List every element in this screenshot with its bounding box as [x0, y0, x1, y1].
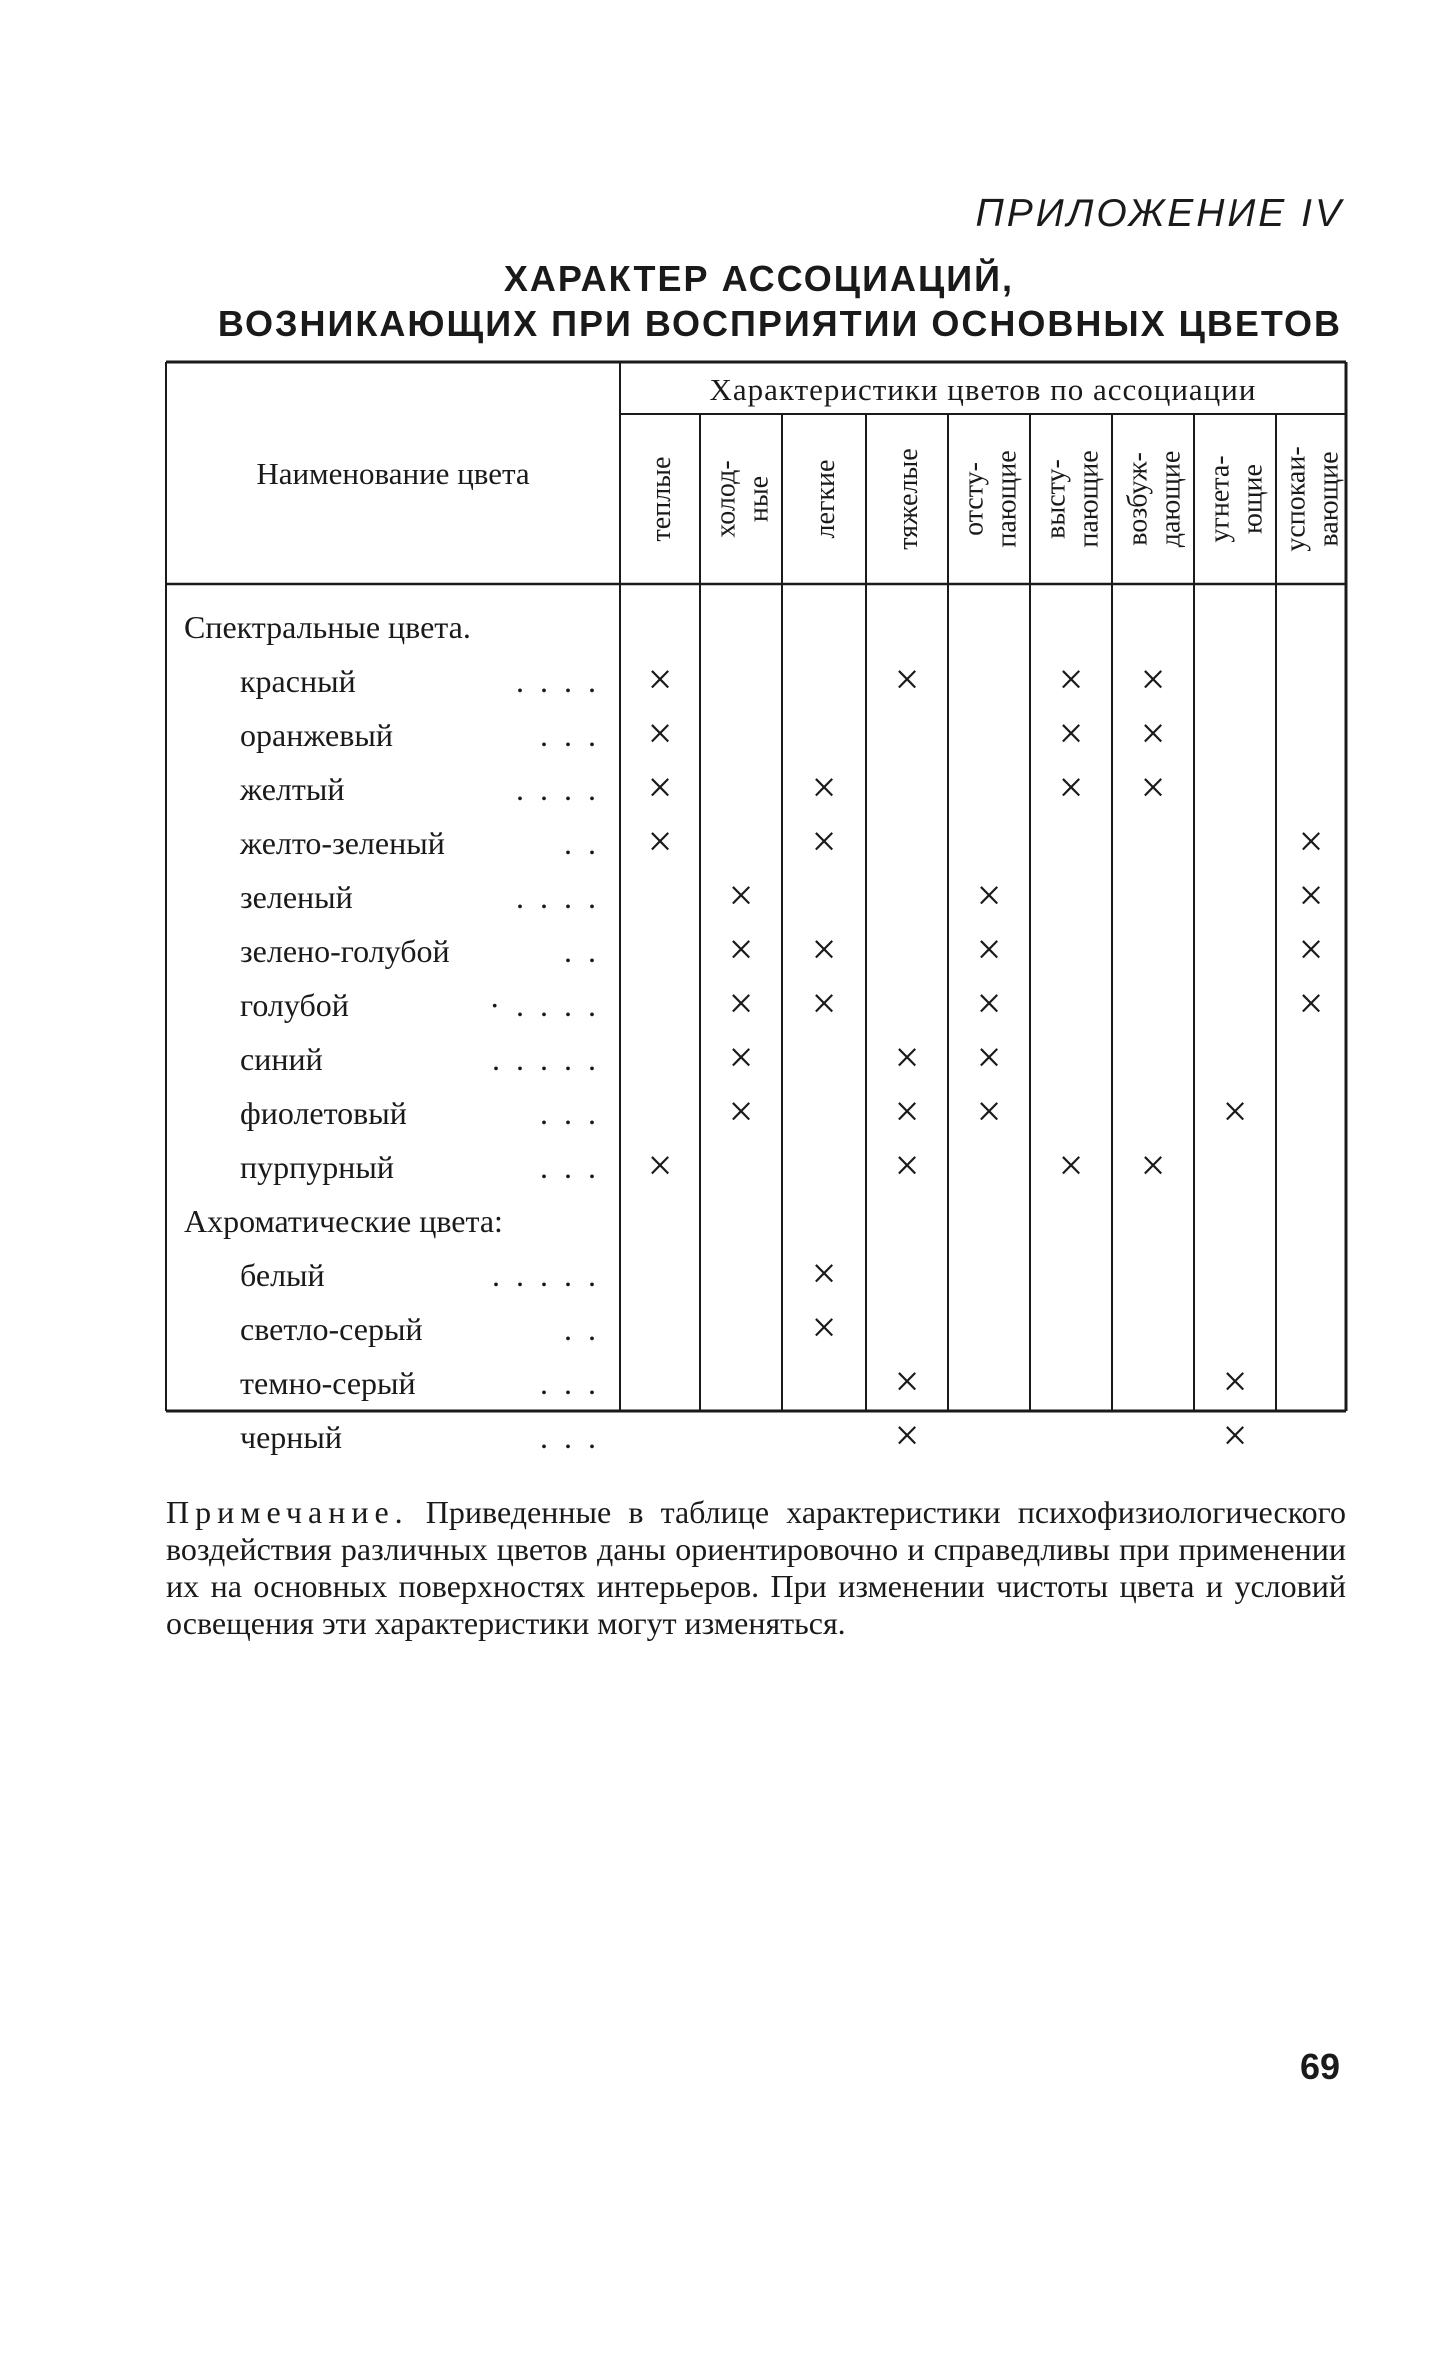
- column-header-line: возбуж-: [1122, 452, 1154, 546]
- association-mark: ×: [894, 1141, 920, 1190]
- association-mark: ×: [647, 817, 673, 866]
- association-mark: ×: [1058, 655, 1084, 704]
- association-mark: ×: [811, 979, 837, 1028]
- color-name: красный: [240, 663, 356, 699]
- association-mark: ×: [1298, 817, 1324, 866]
- leader-dots: . . .: [540, 1095, 600, 1131]
- color-name: желто-зеленый: [240, 825, 445, 861]
- color-name: пурпурный: [240, 1149, 394, 1185]
- leader-dots: . . . .: [516, 879, 600, 915]
- group-column-header: Характеристики цветов по ассоциации: [709, 372, 1257, 407]
- association-mark: ×: [1298, 979, 1324, 1028]
- characteristic-column-header: [1205, 455, 1269, 542]
- characteristic-column-header: [959, 450, 1023, 547]
- column-header-line: вающие: [1313, 451, 1345, 547]
- characteristic-column-header: [646, 457, 677, 542]
- leader-dots: . . . .: [516, 663, 600, 699]
- column-header-line: теплые: [646, 456, 677, 542]
- column-header-line: дающие: [1155, 450, 1187, 548]
- column-header-line: тяжелые: [893, 448, 924, 550]
- association-mark: ×: [647, 763, 673, 812]
- color-name: зеленый: [240, 879, 353, 915]
- leader-dots: · . . . .: [489, 987, 600, 1023]
- association-mark: ×: [647, 655, 673, 704]
- note-label: Примечание.: [166, 1494, 409, 1530]
- column-header-line: холод-: [710, 460, 742, 538]
- characteristic-column-header: [810, 460, 841, 539]
- color-name: голубой: [240, 987, 349, 1023]
- leader-dots: . .: [564, 933, 600, 969]
- association-mark: ×: [811, 817, 837, 866]
- note-text: Приведенные в таблице характеристики психофизиологического воздействия различных цветов даны ориентировочно и справедливы при применении их на основных поверхностях интерьеров. При изменении чистоты цвета и условий освещения эти характеристики могут изменяться.: [166, 1494, 1346, 1641]
- association-mark: ×: [647, 709, 673, 758]
- association-mark: ×: [1140, 655, 1166, 704]
- color-name: синий: [240, 1041, 323, 1077]
- name-column-header: Наименование цвета: [256, 456, 530, 491]
- association-mark: ×: [1058, 709, 1084, 758]
- association-mark: ×: [728, 871, 754, 920]
- column-header-line: угнета-: [1204, 455, 1236, 543]
- characteristic-column-header: [893, 448, 924, 549]
- leader-dots: . .: [564, 1311, 600, 1347]
- association-mark: ×: [894, 1033, 920, 1082]
- color-group-label: Спектральные цвета.: [184, 609, 471, 645]
- column-header-line: отсту-: [958, 462, 990, 536]
- color-group-label: Ахроматические цвета:: [184, 1203, 503, 1239]
- association-mark: ×: [976, 979, 1002, 1028]
- association-mark: ×: [976, 871, 1002, 920]
- association-mark: ×: [1298, 871, 1324, 920]
- table-title-line-2: ВОЗНИКАЮЩИХ ПРИ ВОСПРИЯТИИ ОСНОВНЫХ ЦВЕТОВ: [217, 303, 1342, 344]
- leader-dots: . . . . .: [492, 1257, 600, 1293]
- column-header-line: высту-: [1040, 459, 1072, 539]
- color-name: темно-серый: [240, 1365, 416, 1401]
- association-mark: ×: [1058, 763, 1084, 812]
- color-name: белый: [240, 1257, 325, 1293]
- color-name: светло-серый: [240, 1311, 423, 1347]
- leader-dots: . . .: [540, 717, 600, 753]
- association-mark: ×: [728, 1087, 754, 1136]
- association-mark: ×: [1058, 1141, 1084, 1190]
- association-mark: ×: [894, 1357, 920, 1406]
- association-mark: ×: [1222, 1411, 1248, 1460]
- association-mark: ×: [1140, 1141, 1166, 1190]
- association-mark: ×: [811, 1249, 837, 1298]
- column-header-line: легкие: [810, 459, 841, 539]
- association-mark: ×: [728, 925, 754, 974]
- color-name: зелено-голубой: [240, 933, 450, 969]
- column-header-line: успокаи-: [1280, 446, 1312, 552]
- association-mark: ×: [647, 1141, 673, 1190]
- association-mark: ×: [811, 763, 837, 812]
- page-number: 69: [1299, 2046, 1340, 2087]
- leader-dots: . . . . .: [492, 1041, 600, 1077]
- association-mark: ×: [894, 1411, 920, 1460]
- column-header-line: пающие: [991, 450, 1023, 548]
- color-name: оранжевый: [240, 717, 393, 753]
- association-mark: ×: [728, 1033, 754, 1082]
- leader-dots: . .: [564, 825, 600, 861]
- association-mark: ×: [811, 925, 837, 974]
- association-mark: ×: [1222, 1357, 1248, 1406]
- column-header-line: пающие: [1073, 450, 1105, 548]
- color-name: желтый: [240, 771, 345, 807]
- association-mark: ×: [976, 1087, 1002, 1136]
- association-mark: ×: [1298, 925, 1324, 974]
- characteristic-column-header: [1123, 451, 1187, 548]
- association-mark: ×: [976, 1033, 1002, 1082]
- association-mark: ×: [811, 1303, 837, 1352]
- note-paragraph: [166, 1494, 1346, 1642]
- characteristic-column-header: [711, 460, 775, 537]
- characteristic-column-header: [1281, 446, 1345, 551]
- characteristic-column-header: [1041, 450, 1105, 547]
- color-name: черный: [240, 1419, 343, 1455]
- leader-dots: . . . .: [516, 771, 600, 807]
- leader-dots: . . .: [540, 1149, 600, 1185]
- association-mark: ×: [1140, 763, 1166, 812]
- color-name: фиолетовый: [240, 1095, 407, 1131]
- association-mark: ×: [976, 925, 1002, 974]
- leader-dots: . . .: [540, 1365, 600, 1401]
- association-mark: ×: [1140, 709, 1166, 758]
- association-mark: ×: [1222, 1087, 1248, 1136]
- column-header-line: ющие: [1237, 464, 1269, 534]
- association-mark: ×: [894, 655, 920, 704]
- column-header-line: ные: [743, 475, 775, 523]
- association-mark: ×: [728, 979, 754, 1028]
- table-title-line-1: ХАРАКТЕР АССОЦИАЦИЙ,: [503, 258, 1014, 299]
- association-mark: ×: [894, 1087, 920, 1136]
- leader-dots: . . .: [540, 1419, 600, 1455]
- appendix-label: ПРИЛОЖЕНИЕ IV: [975, 192, 1344, 235]
